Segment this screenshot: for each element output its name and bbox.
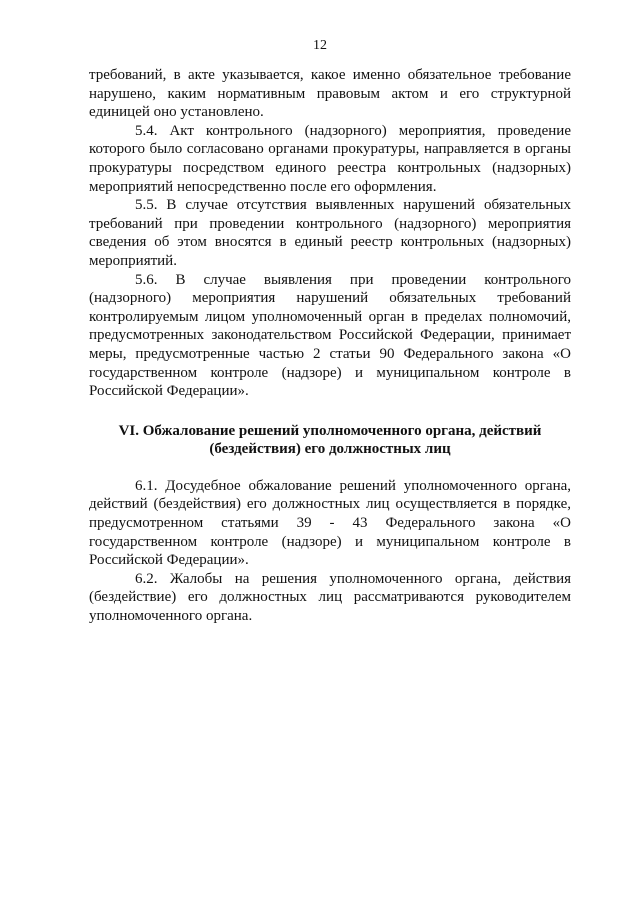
paragraph-5-4: 5.4. Акт контрольного (надзорного) мероприятия, проведение которого было согласовано органами прокуратуры, направляется в органы прокуратуры посредством единого реестра контрольных (надзорных) мероприятий непосредственно после его оформления. <box>89 122 571 195</box>
paragraph-6-1: 6.1. Досудебное обжалование решений уполномоченного органа, действий (бездействия) его должностных лиц осуществляется в порядке, предусмотренном статьями 39 - 43 Федерального закона «О государственном контроле (надзоре) и муниципальном контроле в Российской Федерации». <box>89 477 571 569</box>
paragraph-6-2: 6.2. Жалобы на решения уполномоченного органа, действия (бездействие) его должностных лиц рассматриваются руководителем уполномоченного органа. <box>89 570 571 625</box>
paragraph-continuation: требований, в акте указывается, какое именно обязательное требование нарушено, каким нормативным правовым актом и его структурной единицей оно установлено. <box>89 67 571 121</box>
section-heading-line-2: (бездействия) его должностных лиц <box>209 441 451 458</box>
paragraph-5-5: 5.5. В случае отсутствия выявленных нарушений обязательных требований при проведении контрольного (надзорного) мероприятия сведения об этом вносятся в единый реестр контрольных (надзорных) мероприятий. <box>89 197 571 269</box>
page-number: 12 <box>313 38 327 53</box>
section-heading <box>89 422 571 459</box>
section-heading-line-1: VI. Обжалование решений уполномоченного органа, действий <box>118 422 542 439</box>
paragraph-5-6: 5.6. В случае выявления при проведении контрольного (надзорного) мероприятия нарушений обязательных требований контролируемым лицом уполномоченный орган в пределах полномочий, предусмотренных законодательством Российской Федерации, принимает меры, предусмотренные частью 2 статьи 90 Федерального закона «О государственном контроле (надзоре) и муниципальном контроле в Российской Федерации». <box>89 271 571 400</box>
document-body <box>89 66 571 626</box>
